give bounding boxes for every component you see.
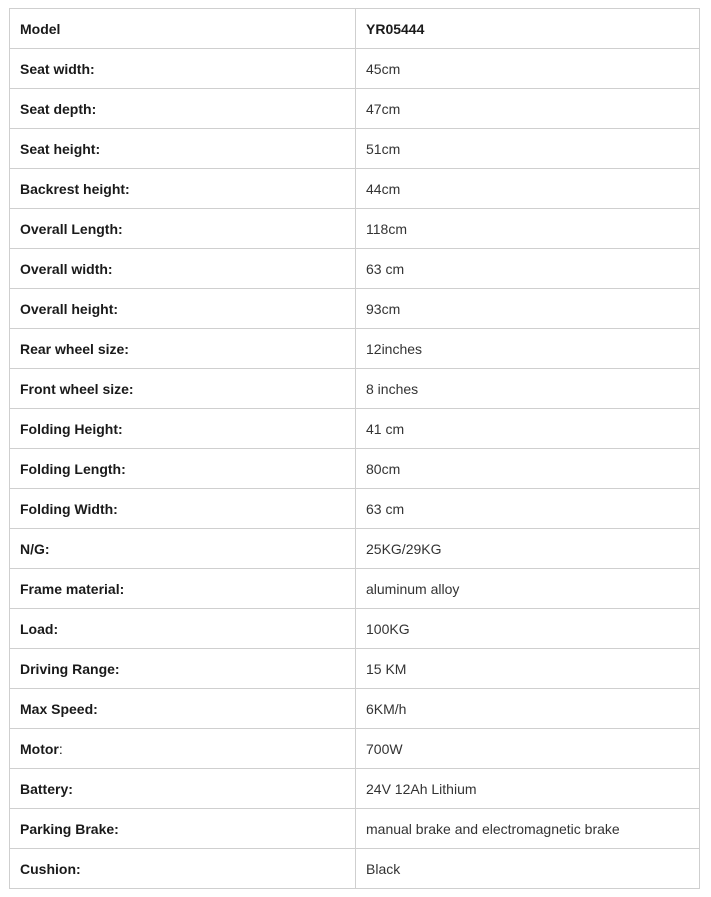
spec-label: Max Speed:	[10, 689, 356, 729]
spec-label: Model	[10, 9, 356, 49]
spec-label-text: Motor	[20, 740, 59, 757]
spec-value: 41 cm	[356, 409, 700, 449]
table-row	[10, 609, 700, 649]
spec-label: Overall Length:	[10, 209, 356, 249]
spec-value: 44cm	[356, 169, 700, 209]
spec-value: Black	[356, 849, 700, 889]
table-row	[10, 249, 700, 289]
spec-value: 24V 12Ah Lithium	[356, 769, 700, 809]
spec-label: Parking Brake:	[10, 809, 356, 849]
spec-value: 15 KM	[356, 649, 700, 689]
spec-label: Driving Range:	[10, 649, 356, 689]
spec-value: 118cm	[356, 209, 700, 249]
spec-label: Folding Height:	[10, 409, 356, 449]
spec-label: Cushion:	[10, 849, 356, 889]
spec-label: Backrest height:	[10, 169, 356, 209]
spec-value: 25KG/29KG	[356, 529, 700, 569]
table-row	[10, 9, 700, 49]
spec-label: Frame material:	[10, 569, 356, 609]
spec-value: 47cm	[356, 89, 700, 129]
spec-value: 93cm	[356, 289, 700, 329]
table-row	[10, 769, 700, 809]
table-row	[10, 169, 700, 209]
spec-label: Seat height:	[10, 129, 356, 169]
table-row	[10, 689, 700, 729]
spec-label: Overall width:	[10, 249, 356, 289]
table-row	[10, 849, 700, 889]
table-row	[10, 369, 700, 409]
spec-value: 8 inches	[356, 369, 700, 409]
table-row	[10, 409, 700, 449]
table-row	[10, 489, 700, 529]
spec-value: manual brake and electromagnetic brake	[356, 809, 700, 849]
spec-value: 80cm	[356, 449, 700, 489]
spec-value: 51cm	[356, 129, 700, 169]
table-row	[10, 209, 700, 249]
spec-value: YR05444	[356, 9, 700, 49]
table-row	[10, 569, 700, 609]
spec-label: Battery:	[10, 769, 356, 809]
spec-value: 12inches	[356, 329, 700, 369]
spec-label: Rear wheel size:	[10, 329, 356, 369]
spec-label: Load:	[10, 609, 356, 649]
spec-label: Seat width:	[10, 49, 356, 89]
table-row	[10, 329, 700, 369]
spec-value: 63 cm	[356, 249, 700, 289]
spec-value: 45cm	[356, 49, 700, 89]
table-row	[10, 129, 700, 169]
table-row	[10, 449, 700, 489]
spec-value: 63 cm	[356, 489, 700, 529]
spec-label: N/G:	[10, 529, 356, 569]
table-row	[10, 89, 700, 129]
spec-label-suffix: :	[58, 740, 63, 757]
spec-value: aluminum alloy	[356, 569, 700, 609]
spec-label: Overall height:	[10, 289, 356, 329]
spec-value: 700W	[356, 729, 700, 769]
spec-label: Front wheel size:	[10, 369, 356, 409]
table-row	[10, 289, 700, 329]
spec-value: 6KM/h	[356, 689, 700, 729]
table-row	[10, 529, 700, 569]
spec-value: 100KG	[356, 609, 700, 649]
table-row	[10, 809, 700, 849]
table-row	[10, 649, 700, 689]
spec-label: Seat depth:	[10, 89, 356, 129]
table-row	[10, 49, 700, 89]
table-row	[10, 729, 700, 769]
spec-label: Folding Width:	[10, 489, 356, 529]
spec-table	[9, 8, 700, 889]
spec-label: Folding Length:	[10, 449, 356, 489]
spec-label	[10, 729, 356, 769]
